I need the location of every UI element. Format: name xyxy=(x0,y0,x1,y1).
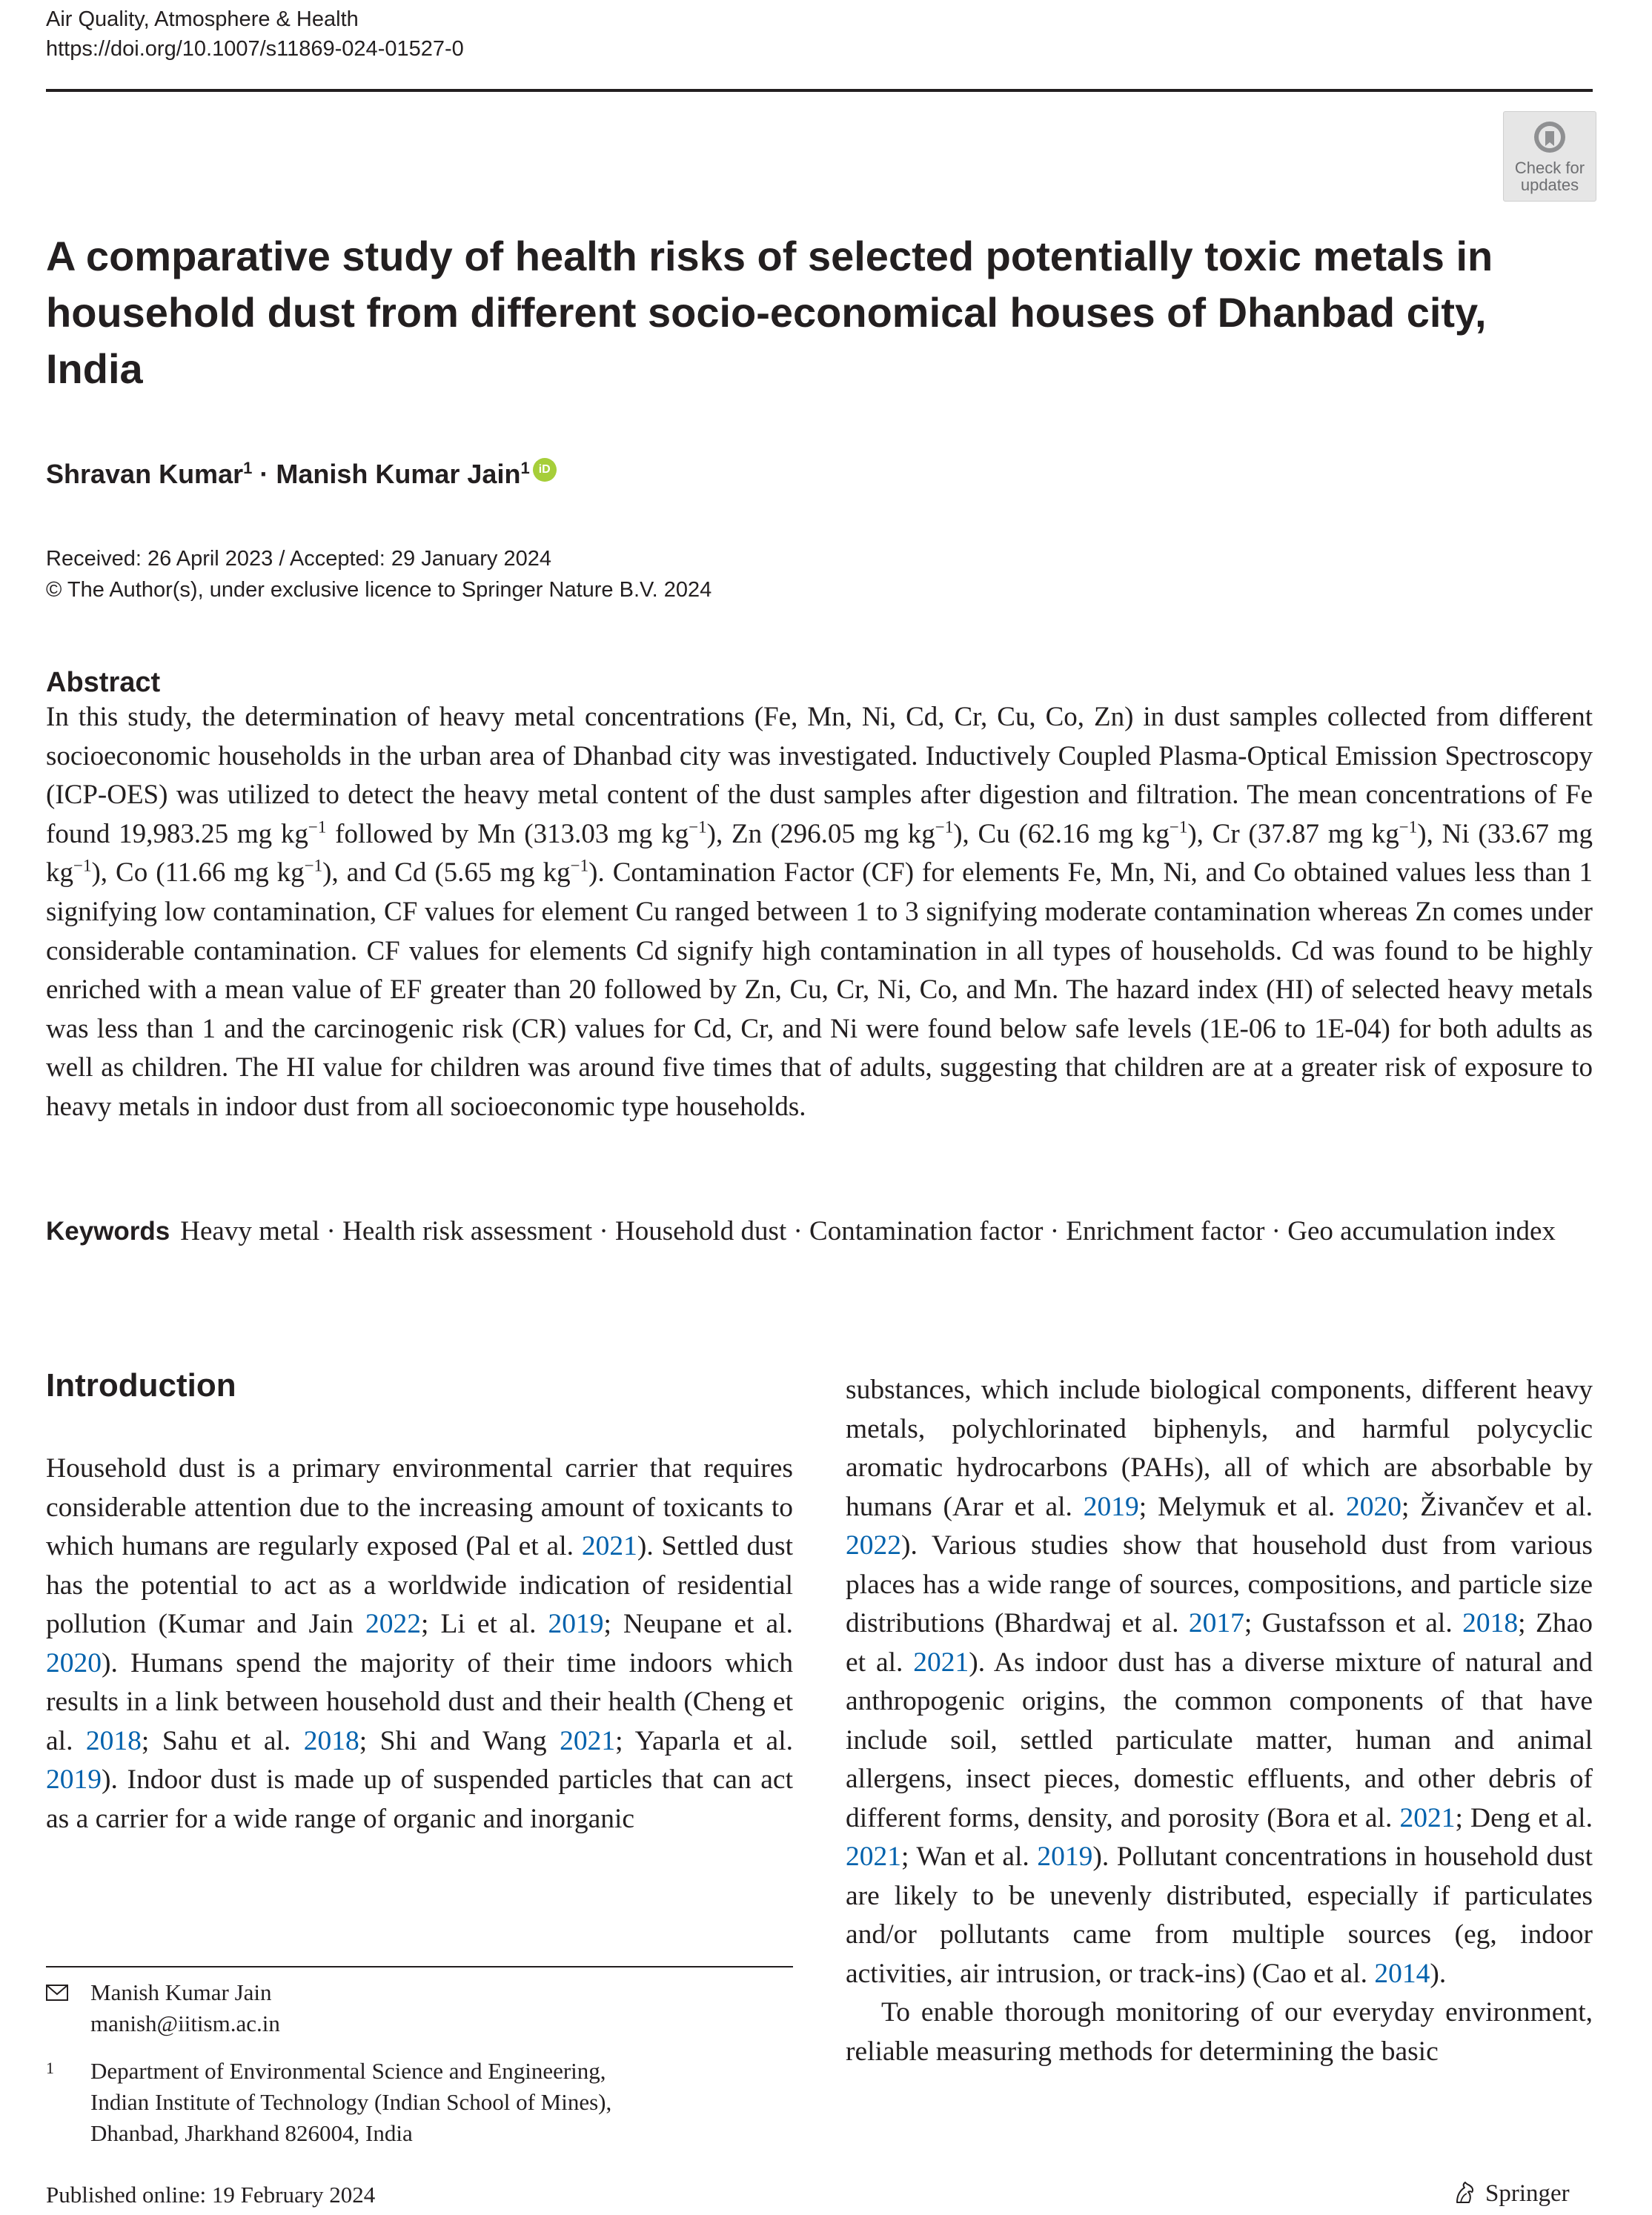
footnote-rule xyxy=(46,1966,793,1967)
received-accepted: Received: 26 April 2023 / Accepted: 29 January 2024 xyxy=(46,547,551,571)
keywords-list: Heavy metal · Health risk assessment · Household dust · Contamination factor · Enrichment factor · Geo accumulation index xyxy=(180,1216,1556,1246)
section-heading-introduction: Introduction xyxy=(46,1367,236,1404)
intro-left-column: Household dust is a primary environmental carrier that requires considerable attention due to the increasing amount of toxicants to which humans are regularly exposed (Pal et al. 2021). Settled dust has the potential to act as a worldwide indication of residential pollution (Kumar and Jain 2022; Li et al. 2019; Neupane et al. 2020). Humans spend the majority of their time indoors which results in a link between household dust and their health (Cheng et al. 2018; Sahu et al. 2018; Shi and Wang 2021; Yaparla et al. 2019). Indoor dust is made up of suspended particles that can act as a carrier for a wide range of organic and inorganic xyxy=(46,1453,794,1834)
citation-link[interactable]: 2019 xyxy=(1037,1842,1093,1872)
affiliation-line: Department of Environmental Science and Engineering, xyxy=(90,2058,606,2084)
paper-title: A comparative study of health risks of selected potentially toxic metals in household dust from different socio-economical houses of Dhanbad city, India xyxy=(46,233,1493,392)
copyright-notice: © The Author(s), under exclusive licence to Springer Nature B.V. 2024 xyxy=(46,578,712,602)
orcid-icon[interactable]: iD xyxy=(533,458,557,482)
journal-name: Air Quality, Atmosphere & Health xyxy=(46,7,359,31)
citation-link[interactable]: 2018 xyxy=(303,1725,359,1756)
citation-link[interactable]: 2018 xyxy=(85,1725,142,1756)
citation-link[interactable]: 2021 xyxy=(560,1725,616,1756)
publisher-name: Springer xyxy=(1485,2180,1570,2207)
citation-link[interactable]: 2021 xyxy=(846,1842,901,1872)
citation-link[interactable]: 2021 xyxy=(913,1647,969,1678)
affiliation-mark: 1 xyxy=(520,459,530,477)
abstract-heading: Abstract xyxy=(46,667,161,698)
author-list xyxy=(46,451,557,492)
paragraph: To enable thorough monitoring of our everyday environment, reliable measuring methods for determining the basic xyxy=(846,1997,1593,2067)
citation-link[interactable]: 2014 xyxy=(1374,1958,1430,1989)
citation-link[interactable]: 2019 xyxy=(46,1764,102,1795)
publisher-logo[interactable] xyxy=(1453,2176,1570,2211)
article-dates xyxy=(46,543,711,605)
contact-name: Manish Kumar Jain xyxy=(90,1979,272,2005)
abstract-text: In this study, the determination of heavy metal concentrations (Fe, Mn, Ni, Cd, Cr, Cu, Co, Zn) in dust samples collected from different socioeconomic households in the urban area of Dhanbad city was investigated. Inductively Coupled Plasma-Optical Emission Spectroscopy (ICP-OES) was utilized to detect the heavy metal content of the dust samples after digestion and filtration. The mean concentrations of Fe found 19,983.25 mg $kg^{-1}$ followed by Mn (313.03 mg $kg^{-1}$), Zn (296.05 mg $kg^{-1}$), Cu (62.16 mg $kg^{-1}$), Cr (37.87 mg $kg^{-1}$), Ni (33.67 mg $kg^{-1}$), Co (11.66 mg $kg^{-1}$), and Cd (5.65 mg $kg^{-1}$). Contamination Factor (CF) for elements Fe, Mn, Ni, and Co obtained values less than 1 signifying low contamination, CF values for element Cu ranged between 1 to 3 signifying moderate contamination whereas Zn comes under considerable contamination. CF values for elements Cd signify high contamination in all types of households. Cd was found to be highly enriched with a mean value of EF greater than 20 followed by Zn, Cu, Cr, Ni, Co, and Mn. The hazard index (HI) of selected heavy metals was less than 1 and the carcinogenic risk (CR) values for Cd, Cr, and Ni were found below safe levels (1E-06 to 1E-04) for both adults as well as children. The HI value for children was around five times that of adults, suggesting that children are at a greater risk of exposure to heavy metals in indoor dust from all socioeconomic type households. xyxy=(46,702,1593,1122)
envelope-icon xyxy=(46,1985,68,2001)
author-name[interactable]: Shravan Kumar xyxy=(46,459,244,489)
affiliation-line: Indian Institute of Technology (Indian School of Mines), xyxy=(90,2089,612,2115)
paragraph: substances, which include biological components, different heavy metals, polychlorinated biphenyls, and harmful polycyclic aromatic hydrocarbons (PAHs), all of which are absorbable by humans (Arar et al. 2019; Melymuk et al. 2020; Živančev et al. 2022). Various studies show that household dust from various places has a wide range of sources, compositions, and particle size distributions (Bhardwaj et al. 2017; Gustafsson et al. 2018; Zhao et al. 2021). As indoor dust has a diverse mixture of natural and anthropogenic origins, the common components of that have include soil, settled particulate matter, human and animal allergens, insect pieces, domestic effluents, and other debris of different forms, density, and porosity (Bora et al. 2021; Deng et al. 2021; Wan et al. 2019). Pollutant concentrations in household dust are likely to be unevenly distributed, especially if particulates and/or pollutants came from multiple sources (eg, indoor activities, air intrusion, or track-ins) (Cao et al. 2014). xyxy=(846,1375,1593,1989)
citation-link[interactable]: 2017 xyxy=(1188,1608,1244,1638)
crossmark-icon xyxy=(1533,121,1566,153)
citation-link[interactable]: 2018 xyxy=(1462,1608,1519,1638)
contact-block xyxy=(46,1977,793,2039)
citation-link[interactable]: 2019 xyxy=(1083,1491,1139,1522)
author-separator: · xyxy=(252,459,276,489)
affiliation-mark: 1 xyxy=(46,2059,54,2077)
badge-label: Check for updates xyxy=(1514,159,1585,194)
citation-link[interactable]: 2020 xyxy=(46,1647,102,1678)
keywords xyxy=(46,1212,1593,1251)
affiliation-block xyxy=(46,2056,793,2149)
citation-link[interactable]: 2020 xyxy=(1345,1491,1401,1522)
citation-link[interactable]: 2021 xyxy=(581,1531,637,1561)
affiliation-line: Dhanbad, Jharkhand 826004, India xyxy=(90,2120,413,2146)
contact-email[interactable]: manish@iitism.ac.in xyxy=(90,2010,280,2036)
intro-right-column xyxy=(846,1371,1593,2071)
citation-link[interactable]: 2021 xyxy=(1399,1802,1456,1833)
header-rule xyxy=(46,89,1593,92)
corresponding-author-footnote xyxy=(46,1977,793,2149)
citation-link[interactable]: 2022 xyxy=(846,1530,901,1561)
published-date: Published online: 19 February 2024 xyxy=(46,2182,376,2208)
author-name[interactable]: Manish Kumar Jain xyxy=(276,459,521,489)
citation-link[interactable]: 2022 xyxy=(365,1609,421,1639)
journal-header xyxy=(46,4,464,64)
affiliation-mark: 1 xyxy=(243,459,253,477)
check-for-updates-badge[interactable] xyxy=(1503,111,1596,202)
springer-horse-icon xyxy=(1453,2180,1478,2205)
citation-link[interactable]: 2019 xyxy=(548,1609,604,1639)
doi-link[interactable]: https://doi.org/10.1007/s11869-024-01527-0 xyxy=(46,37,464,61)
keywords-label: Keywords xyxy=(46,1217,170,1246)
